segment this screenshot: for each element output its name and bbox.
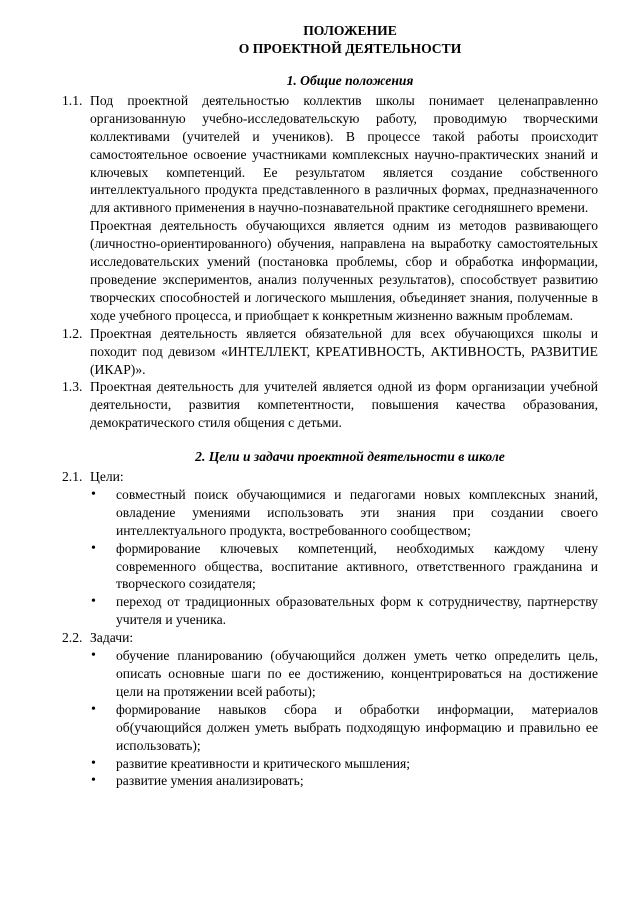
clause-1-1 bbox=[62, 92, 598, 325]
clause-text: Под проектной деятельностью коллектив школы понимает целенаправленно организованную учебно-исследовательскую работу, проводимую творческими коллективами (учителей и учеников). В процессе такой работы происходит самостоятельное освоение участниками комплексных научно-практических знаний и ключевых компетенций. Ее результатом является создание собственного интеллектуального продукта представленного в различных формах, предназначенного для активного применения в научно-познавательной практике сегодняшнего времени. bbox=[90, 92, 598, 216]
clause-text: Проектная деятельность для учителей является одной из форм организации учебной деятельности, развития компетентности, повышения качества образования, демократического стиля общения с детьми. bbox=[90, 379, 598, 431]
clause-number: 1.1. bbox=[62, 92, 83, 108]
list-item: • формирование ключевых компетенций, необходимых каждому члену современного общества, воспитание активного, ответственного гражданина и творческого созидателя; bbox=[116, 540, 598, 594]
clause-2-2 bbox=[62, 629, 598, 647]
tasks-list bbox=[62, 647, 598, 790]
document-title-line2: О ПРОЕКТНОЙ ДЕЯТЕЛЬНОСТИ bbox=[238, 41, 462, 56]
clause-label: Цели: bbox=[90, 469, 124, 485]
list-item: • формирование навыков сбора и обработки информации, материалов об(учающийся должен уметь выбрать подходящую информацию и правильно ее использовать); bbox=[116, 701, 598, 755]
clause-1-3 bbox=[62, 378, 598, 432]
clause-number: 2.2. bbox=[62, 630, 83, 646]
section2-title: 2. Цели и задачи проектной деятельности в школе bbox=[195, 449, 505, 465]
clause-number: 1.3. bbox=[62, 379, 83, 395]
clause-1-2 bbox=[62, 325, 598, 379]
section1-title: 1. Общие положения bbox=[286, 73, 414, 88]
list-item: • развитие умения анализировать; bbox=[116, 772, 598, 790]
goals-list bbox=[62, 486, 598, 629]
clause-number: 1.2. bbox=[62, 325, 83, 341]
clause-2-1 bbox=[62, 468, 598, 486]
list-item: • обучение планированию (обучающийся должен уметь четко определить цель, описать основные шаги по ее достижению, концентрироваться на достижение цели на протяжении всей работы); bbox=[116, 647, 598, 701]
list-item: • развитие креативности и критического мышления; bbox=[116, 755, 598, 773]
list-item: • совместный поиск обучающимися и педагогами новых комплексных знаний, овладение умениями использовать эти знания при создании своего интеллектуального продукта, востребованного сообществом; bbox=[116, 486, 598, 540]
list-item: • переход от традиционных образовательных форм к сотрудничеству, партнерству учителя и ученика. bbox=[116, 593, 598, 629]
clause-text: Проектная деятельность обучающихся является одним из методов развивающего (личностно-ориентированного) обучения, направлена на выработку самостоятельных исследовательских умений (постановка проблемы, сбор и обработка информации, проведение экспериментов, анализ полученных результатов), способствует развитию творческих способностей и логического мышления, объединяет знания, полученные в ходе учебного процесса, и приобщает к конкретным жизненно важным проблемам. bbox=[90, 218, 598, 323]
clause-label: Задачи: bbox=[90, 630, 134, 646]
clause-text: Проектная деятельность является обязательной для всех обучающихся школы и походит под девизом «ИНТЕЛЛЕКТ, КРЕАТИВНОСТЬ, АКТИВНОСТЬ, РАЗВИТИЕ (ИКАР)». bbox=[90, 325, 598, 377]
clause-number: 2.1. bbox=[62, 469, 83, 485]
document-title-line1: ПОЛОЖЕНИЕ bbox=[303, 23, 397, 38]
